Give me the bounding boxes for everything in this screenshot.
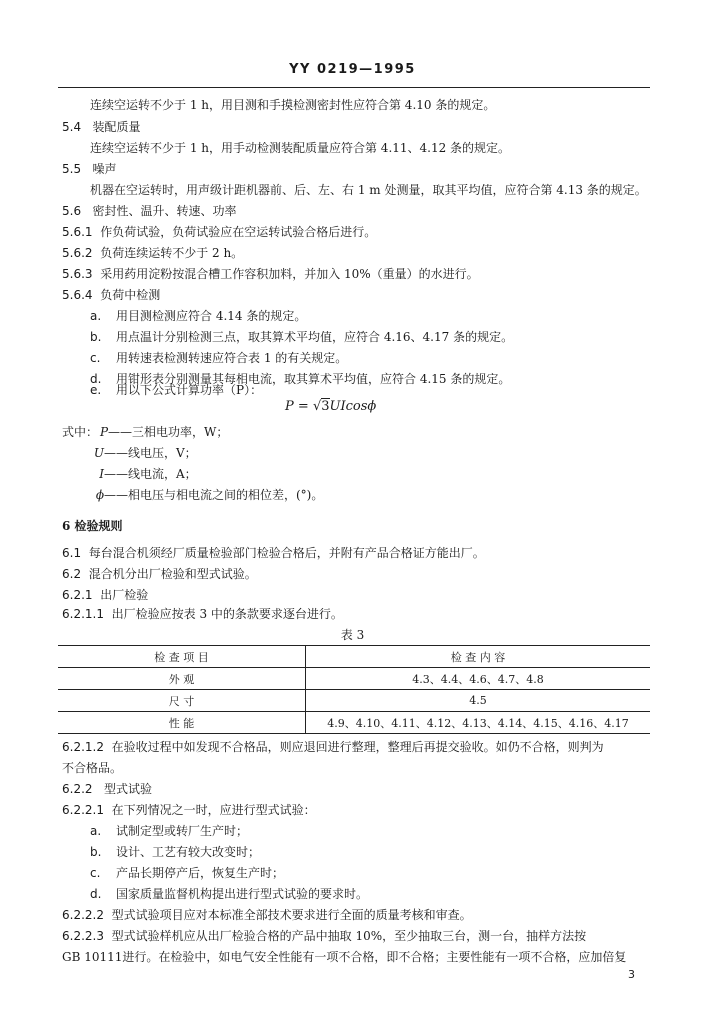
clause-5-6-2: 5.6.2 负荷连续运转不少于 2 h。: [62, 246, 244, 260]
table-row: [58, 690, 650, 712]
formula-radicand: 3: [321, 399, 330, 414]
page-number: 3: [628, 968, 635, 981]
list-item-a2: a. 试制定型或转厂生产时；: [90, 824, 249, 838]
table-cell-content: 4.9、4.10、4.11、4.12、4.13、4.14、4.15、4.16、4.17: [327, 716, 629, 730]
heading-5-4: 5.4 装配质量: [62, 120, 141, 134]
header-rule: [58, 87, 650, 88]
where-def-u: U——线电压，V；: [93, 446, 197, 460]
list-item-c2: c. 产品长期停产后，恢复生产时；: [90, 866, 285, 880]
list-item-c: c. 用转速表检测转速应符合表 1 的有关规定。: [90, 351, 348, 365]
para-5-5-body: 机器在空运转时，用声级计距机器前、后、左、右 1 m 处测量，取其平均值，应符合第 4.13 条的规定。: [90, 183, 647, 197]
list-item-a: a. 用目测检测应符合 4.14 条的规定。: [90, 309, 307, 323]
para-5-4-body: 连续空运转不少于 1 h，用手动检测装配质量应符合第 4.11、4.12 条的规定。: [90, 141, 511, 155]
formula-lhs: P: [285, 399, 294, 414]
table-row: [58, 712, 650, 734]
table-caption: 表 3: [340, 628, 365, 642]
para-5-3-body: 连续空运转不少于 1 h，用目测和手摸检测密封性应符合第 4.10 条的规定。: [90, 98, 496, 112]
clause-6-2-1-2: 6.2.1.2 在验收过程中如发现不合格品，则应退回进行整理，整理后再提交验收。如仍不合格，则判为: [62, 740, 604, 754]
table-cell-item: 性 能: [58, 712, 306, 734]
clause-6-2-2-3-cont: GB 10111进行。在检验中，如电气安全性能有一项不合格，即不合格；主要性能有一项不合格，应加倍复: [62, 950, 627, 964]
where-def-phi: ϕ——相电压与相电流之间的相位差，(°)。: [95, 488, 324, 502]
list-item-e-text: e. 用以下公式计算功率（P）：: [90, 383, 263, 397]
where-lead: 式中： P——三相电功率，W；: [62, 425, 229, 439]
clause-6-2-2: 6.2.2 型式试验: [62, 782, 153, 796]
inspection-table: [58, 645, 650, 734]
clause-6-2-2-3: 6.2.2.3 型式试验样机应从出厂检验合格的产品中抽取 10%，至少抽取三台，测一台，抽样方法按: [62, 929, 587, 943]
table-row: [58, 668, 650, 690]
clause-6-2-2-2: 6.2.2.2 型式试验项目应对本标准全部技术要求进行全面的质量考核和审查。: [62, 908, 472, 922]
table-header-row: [58, 646, 650, 668]
where-def-i: I——线电流，A；: [99, 467, 197, 481]
clause-5-6-4: 5.6.4 负荷中检测: [62, 288, 161, 302]
clause-5-6-1: 5.6.1 作负荷试验，负荷试验应在空运转试验合格后进行。: [62, 225, 377, 239]
clause-6-2-2-1: 6.2.2.1 在下列情况之一时，应进行型式试验：: [62, 803, 316, 817]
list-item-d2: d. 国家质量监督机构提出进行型式试验的要求时。: [90, 887, 369, 901]
clause-6-1: 6.1 每台混合机须经厂质量检验部门检验合格后，并附有产品合格证方能出厂。: [62, 546, 485, 560]
clause-6-2-1-1: 6.2.1.1 出厂检验应按表 3 中的条款要求逐台进行。: [62, 607, 343, 621]
table-cell-content: 4.3、4.4、4.6、4.7、4.8: [412, 672, 544, 686]
clause-6-2-1: 6.2.1 出厂检验: [62, 588, 149, 602]
table-cell-item: 尺 寸: [58, 690, 306, 712]
sqrt-symbol-icon: √: [312, 399, 322, 414]
list-item-b: b. 用点温计分别检测三点，取其算术平均值，应符合 4.16、4.17 条的规定。: [90, 330, 514, 344]
table-header-content: 检 查 内 容: [450, 650, 506, 664]
clause-6-2: 6.2 混合机分出厂检验和型式试验。: [62, 567, 257, 581]
list-item-d: d. 用钳形表分别测量其每相电流，取其算术平均值，应符合 4.15 条的规定。: [90, 372, 511, 386]
table-cell-content: 4.5: [469, 694, 487, 707]
heading-6: 6 检验规则: [62, 519, 123, 533]
formula-rhs: UIcosϕ: [329, 399, 377, 414]
power-formula: [285, 398, 376, 416]
table-cell-item: 外 观: [58, 668, 306, 690]
heading-5-6: 5.6 密封性、温升、转速、功率: [62, 204, 237, 218]
clause-6-2-1-2-cont: 不合格品。: [62, 761, 123, 775]
heading-5-5: 5.5 噪声: [62, 162, 117, 176]
standard-header: YY 0219—1995: [289, 62, 416, 77]
list-item-b2: b. 设计、工艺有较大改变时；: [90, 845, 261, 859]
clause-5-6-3: 5.6.3 采用药用淀粉按混合槽工作容积加料，并加入 10%（重量）的水进行。: [62, 267, 479, 281]
formula-equals: =: [297, 399, 309, 414]
table-header-item: 检 查 项 目: [58, 646, 306, 668]
